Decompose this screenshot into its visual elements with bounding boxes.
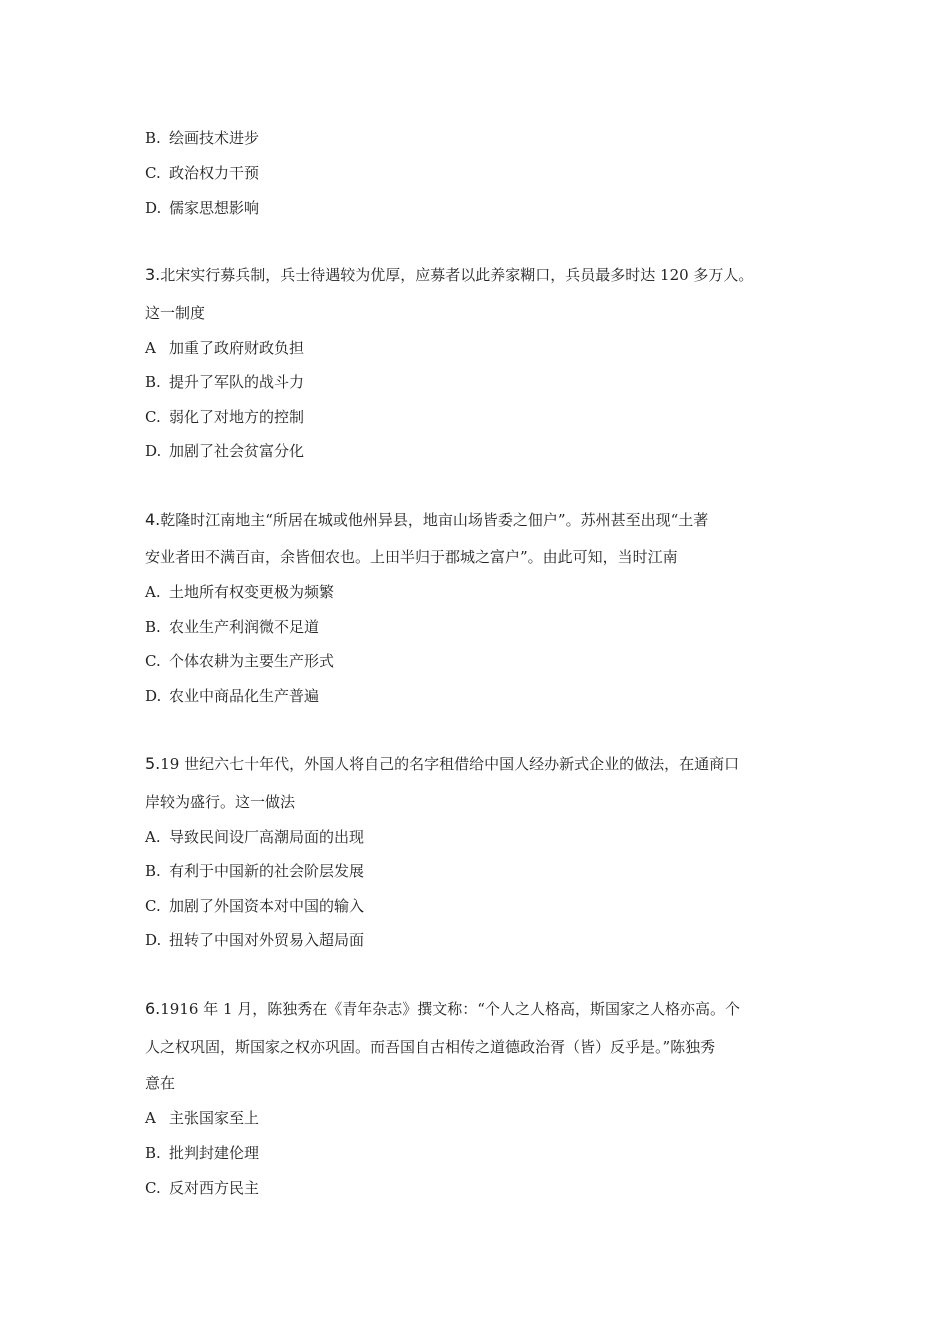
option-text: 提升了军队的战斗力 <box>169 373 305 391</box>
option-text: 有利于中国新的社会阶层发展 <box>169 862 365 880</box>
question-5-option-c <box>145 896 364 916</box>
option-text: 政治权力干预 <box>169 164 260 182</box>
question-5-stem-line-1 <box>145 754 739 774</box>
question-6-option-a <box>145 1108 259 1128</box>
option-text: 土地所有权变更极为频繁 <box>169 583 335 601</box>
stem-text: 北宋实行募兵制，兵士待遇较为优厚，应募者以此养家糊口，兵员最多时达 120 多万人。 <box>160 266 754 284</box>
question-6-option-b <box>145 1143 259 1163</box>
option-text: 加剧了社会贫富分化 <box>169 442 305 460</box>
option-letter: B. <box>145 618 161 636</box>
option-letter: C. <box>145 164 161 182</box>
option-letter: C. <box>145 1179 161 1197</box>
option-letter: D. <box>145 442 162 460</box>
option-letter: C. <box>145 408 161 426</box>
option-text: 批判封建伦理 <box>169 1144 260 1162</box>
stem-text: 19 世纪六七十年代，外国人将自己的名字租借给中国人经办新式企业的做法，在通商口 <box>160 755 740 773</box>
option-text: 个体农耕为主要生产形式 <box>169 652 335 670</box>
question-4-option-b <box>145 617 319 637</box>
question-3-option-a <box>145 338 304 358</box>
option-c <box>145 163 259 183</box>
question-4-option-d <box>145 686 319 706</box>
option-text: 农业生产利润微不足道 <box>169 618 320 636</box>
option-text: 弱化了对地方的控制 <box>169 408 305 426</box>
question-5-option-a <box>145 827 364 847</box>
question-6-stem-line-2: 人之权巩固，斯国家之权亦巩固。而吾国自古相传之道德政治胥（皆）反乎是。”陈独秀 <box>145 1038 716 1056</box>
option-text: 绘画技术进步 <box>169 129 260 147</box>
option-b <box>145 128 259 148</box>
question-5-option-d <box>145 930 364 950</box>
question-3-option-b <box>145 372 304 392</box>
option-text: 加重了政府财政负担 <box>169 339 305 357</box>
option-letter: A. <box>145 583 161 601</box>
question-number: 3. <box>145 265 161 284</box>
question-5-stem-line-2: 岸较为盛行。这一做法 <box>145 793 296 811</box>
stem-text: 1916 年 1 月，陈独秀在《青年杂志》撰文称：“个人之人格高，斯国家之人格亦高。个 <box>160 1000 740 1018</box>
option-letter: A <box>145 339 156 357</box>
option-letter: B. <box>145 373 161 391</box>
option-text: 主张国家至上 <box>169 1109 260 1127</box>
option-letter: C. <box>145 652 161 670</box>
question-6-stem-line-1 <box>145 999 740 1019</box>
option-letter: B. <box>145 1144 161 1162</box>
option-letter: B. <box>145 862 161 880</box>
option-text: 农业中商品化生产普遍 <box>169 687 320 705</box>
stem-text: 乾隆时江南地主“所居在城或他州异县，地亩山场皆委之佃户”。苏州甚至出现“土著 <box>160 511 709 529</box>
question-6-stem-line-3: 意在 <box>145 1074 176 1092</box>
option-letter: C. <box>145 897 161 915</box>
question-4-stem-line-2: 安业者田不满百亩，余皆佃农也。上田半归于郡城之富户”。由此可知，当时江南 <box>145 548 678 566</box>
question-5-option-b <box>145 861 364 881</box>
option-letter: A. <box>145 828 161 846</box>
option-text: 反对西方民主 <box>169 1179 260 1197</box>
option-text: 加剧了外国资本对中国的输入 <box>169 897 365 915</box>
option-text: 导致民间设厂高潮局面的出现 <box>169 828 365 846</box>
question-number: 4. <box>145 510 161 529</box>
option-letter: A <box>145 1109 156 1127</box>
option-letter: D. <box>145 199 162 217</box>
question-number: 6. <box>145 999 161 1018</box>
question-4-stem-line-1 <box>145 510 708 530</box>
option-letter: D. <box>145 931 162 949</box>
question-3-option-d <box>145 441 304 461</box>
option-letter: B. <box>145 129 161 147</box>
question-3-stem-line-1 <box>145 265 753 285</box>
option-text: 儒家思想影响 <box>169 199 260 217</box>
question-6-option-c <box>145 1178 259 1198</box>
question-3-option-c <box>145 407 304 427</box>
question-number: 5. <box>145 754 161 773</box>
option-d <box>145 198 259 218</box>
option-letter: D. <box>145 687 162 705</box>
question-3-stem-line-2: 这一制度 <box>145 304 206 322</box>
option-text: 扭转了中国对外贸易入超局面 <box>169 931 365 949</box>
question-4-option-a <box>145 582 334 602</box>
question-4-option-c <box>145 651 334 671</box>
